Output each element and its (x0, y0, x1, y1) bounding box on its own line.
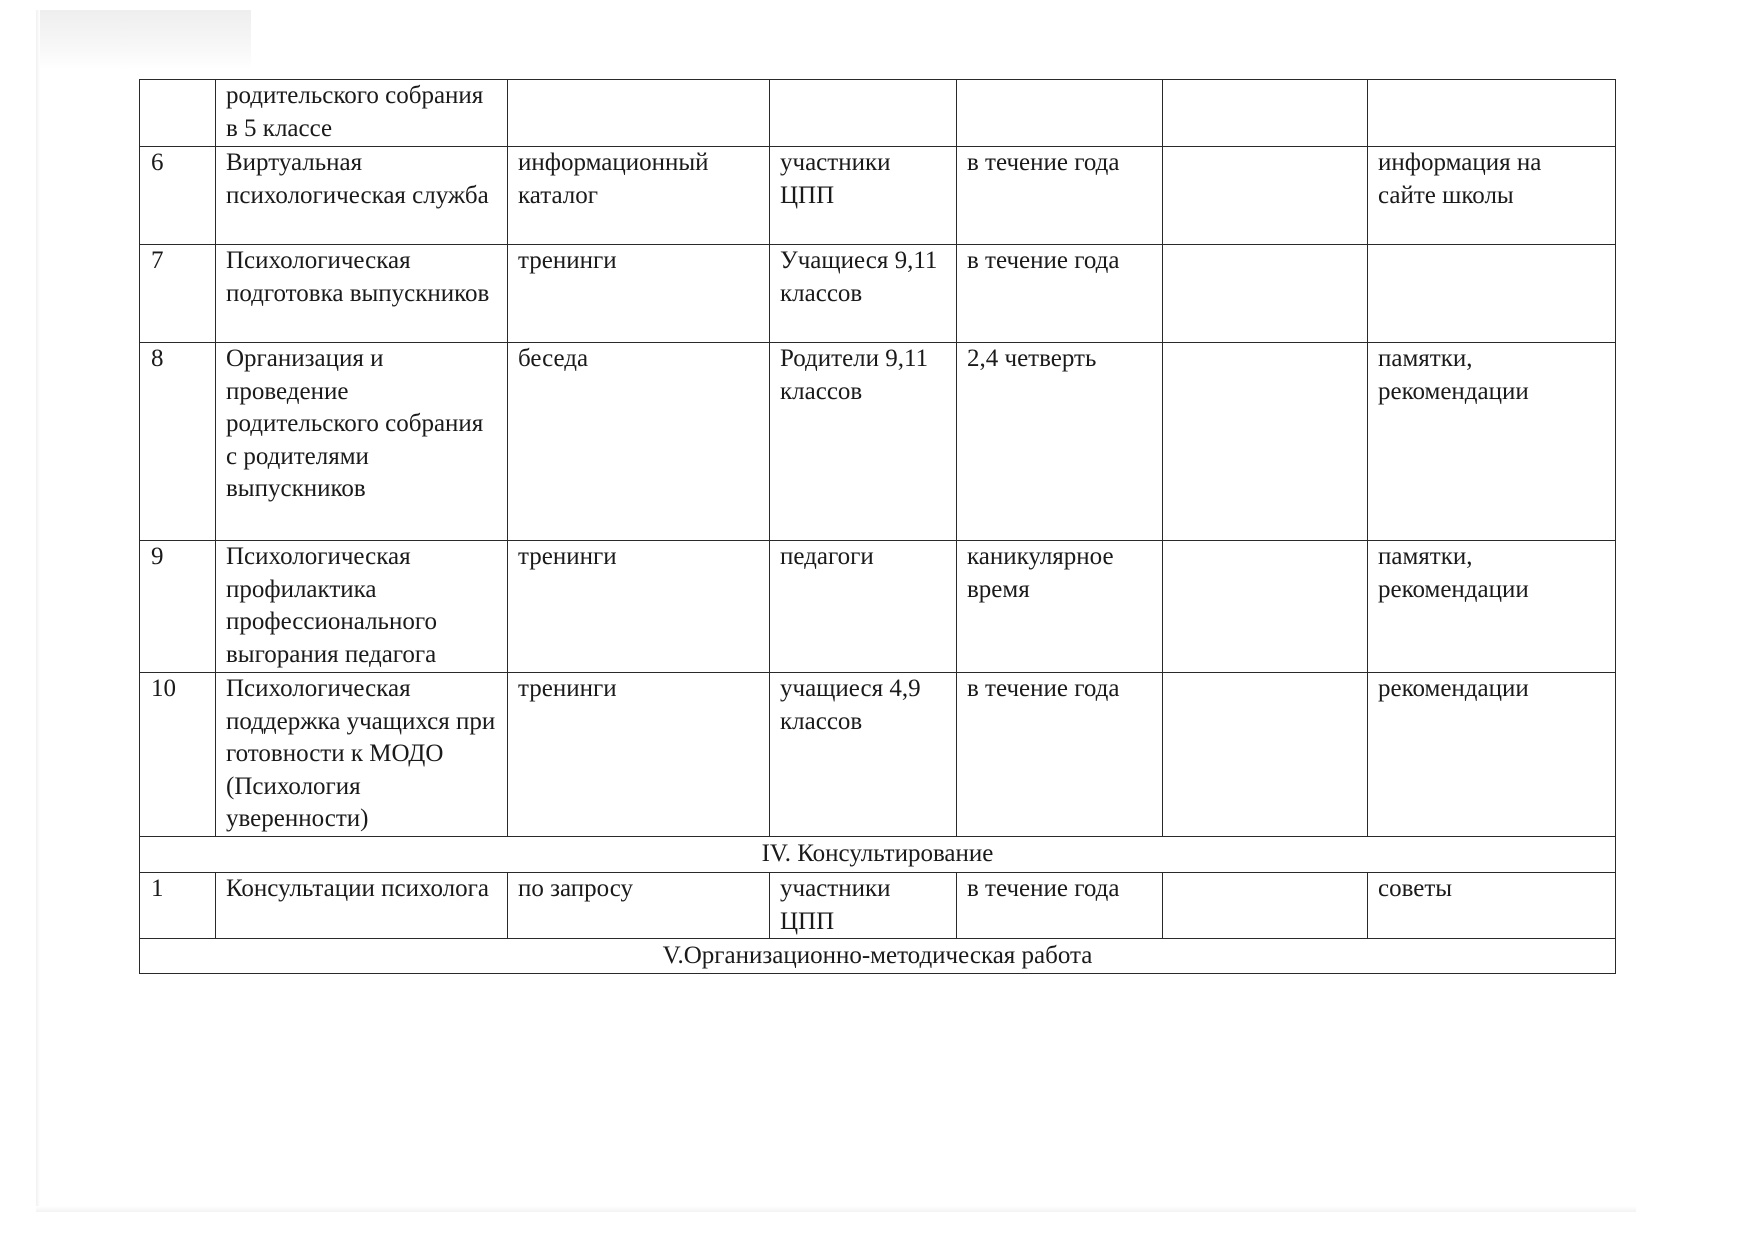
event-period: 2,4 четверть (957, 343, 1163, 541)
scan-shadow-bottom (36, 1206, 1636, 1212)
event-form: тренинги (508, 541, 770, 673)
event-result: рекомендации (1368, 673, 1616, 837)
event-name: Психологическая подготовка выпускников (216, 245, 508, 343)
event-participants: участники ЦПП (770, 873, 957, 939)
table-row (140, 673, 1616, 837)
event-responsible (1163, 873, 1368, 939)
event-participants (770, 80, 957, 147)
event-result: информация на сайте школы (1368, 147, 1616, 245)
event-name: Психологическая профилактика профессионального выгорания педагога (216, 541, 508, 673)
event-name: Организация и проведение родительского собрания с родителями выпускников (216, 343, 508, 541)
event-name: родительского собрания в 5 классе (216, 80, 508, 147)
event-period: каникулярное время (957, 541, 1163, 673)
event-participants: Родители 9,11 классов (770, 343, 957, 541)
table-row (140, 80, 1616, 147)
event-responsible (1163, 673, 1368, 837)
event-form: по запросу (508, 873, 770, 939)
section-title-methodical-work: V.Организационно-методическая работа (140, 939, 1616, 974)
event-period: в течение года (957, 673, 1163, 837)
event-participants: педагоги (770, 541, 957, 673)
event-participants: учащиеся 4,9 классов (770, 673, 957, 837)
event-name: Психологическая поддержка учащихся при готовности к МОДО (Психология уверенности) (216, 673, 508, 837)
event-form: тренинги (508, 245, 770, 343)
event-responsible (1163, 343, 1368, 541)
row-number: 10 (140, 673, 216, 837)
table-row (140, 245, 1616, 343)
event-responsible (1163, 245, 1368, 343)
event-form: тренинги (508, 673, 770, 837)
table-row (140, 541, 1616, 673)
event-result: советы (1368, 873, 1616, 939)
event-result (1368, 80, 1616, 147)
row-number: 6 (140, 147, 216, 245)
event-form: информационный каталог (508, 147, 770, 245)
event-result: памятки, рекомендации (1368, 343, 1616, 541)
event-form (508, 80, 770, 147)
event-period: в течение года (957, 245, 1163, 343)
event-participants: участники ЦПП (770, 147, 957, 245)
scan-shadow-left (36, 10, 40, 1210)
table-row (140, 343, 1616, 541)
event-name: Консультации психолога (216, 873, 508, 939)
event-period (957, 80, 1163, 147)
event-form: беседа (508, 343, 770, 541)
event-period: в течение года (957, 873, 1163, 939)
section-title-consulting: IV. Консультирование (140, 837, 1616, 873)
section-header-row (140, 939, 1616, 974)
event-period: в течение года (957, 147, 1163, 245)
row-number (140, 80, 216, 147)
section-header-row (140, 837, 1616, 873)
event-responsible (1163, 147, 1368, 245)
table-row (140, 873, 1616, 939)
event-responsible (1163, 541, 1368, 673)
event-participants: Учащиеся 9,11 классов (770, 245, 957, 343)
scan-shadow-top (36, 10, 251, 70)
row-number: 1 (140, 873, 216, 939)
table-row (140, 147, 1616, 245)
event-responsible (1163, 80, 1368, 147)
row-number: 7 (140, 245, 216, 343)
work-plan-table (139, 79, 1616, 974)
event-result (1368, 245, 1616, 343)
row-number: 9 (140, 541, 216, 673)
event-name: Виртуальная психологическая служба (216, 147, 508, 245)
row-number: 8 (140, 343, 216, 541)
event-result: памятки, рекомендации (1368, 541, 1616, 673)
